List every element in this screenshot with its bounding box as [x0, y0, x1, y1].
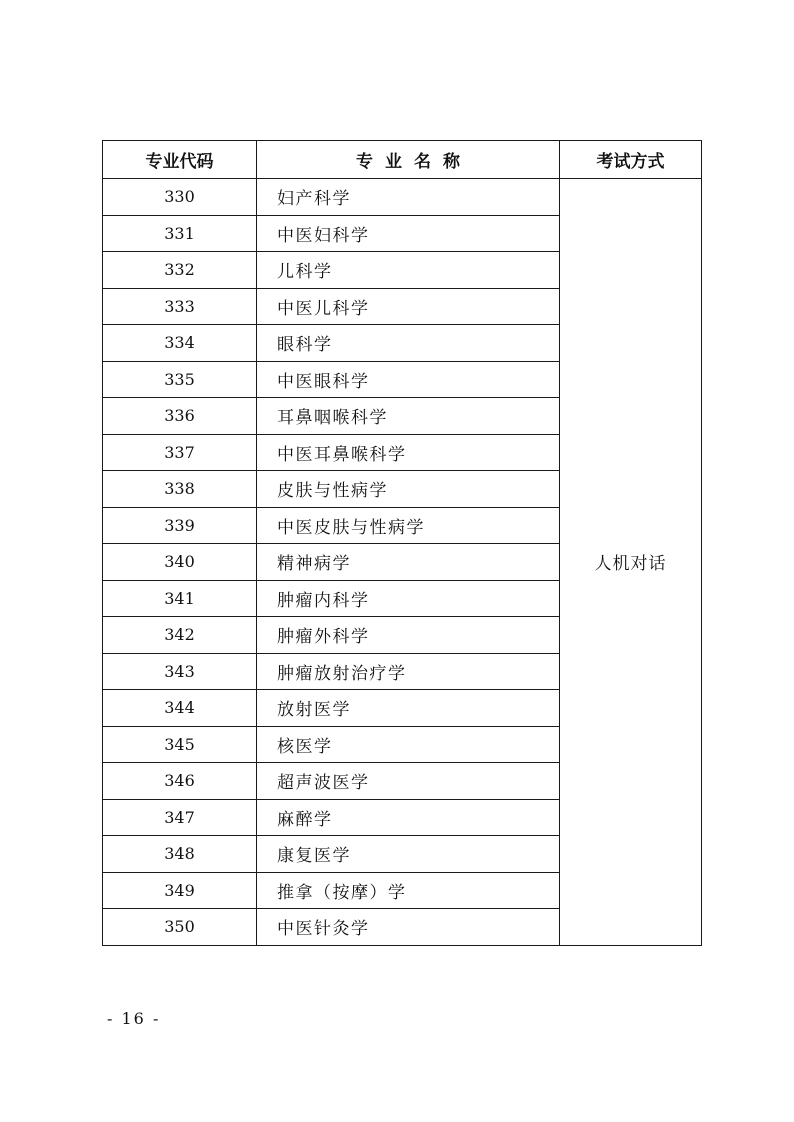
specialty-name-cell: 中医妇科学	[257, 215, 560, 252]
specialty-name-cell: 放射医学	[257, 690, 560, 727]
specialty-code-cell: 347	[103, 799, 257, 836]
specialty-code-cell: 340	[103, 544, 257, 581]
specialty-code-cell: 334	[103, 325, 257, 362]
specialty-name-cell: 超声波医学	[257, 763, 560, 800]
specialty-code-cell: 333	[103, 288, 257, 325]
specialty-name-cell: 肿瘤放射治疗学	[257, 653, 560, 690]
specialty-name-cell: 耳鼻咽喉科学	[257, 398, 560, 435]
specialty-code-cell: 338	[103, 471, 257, 508]
specialty-name-cell: 中医耳鼻喉科学	[257, 434, 560, 471]
specialty-name-cell: 麻醉学	[257, 799, 560, 836]
table-row	[103, 179, 702, 216]
specialty-code-cell: 336	[103, 398, 257, 435]
specialty-code-cell: 342	[103, 617, 257, 654]
specialty-code-cell: 337	[103, 434, 257, 471]
specialty-code-cell: 345	[103, 726, 257, 763]
specialty-name-cell: 眼科学	[257, 325, 560, 362]
specialty-code-cell: 331	[103, 215, 257, 252]
table-body	[103, 179, 702, 946]
specialty-name-cell: 皮肤与性病学	[257, 471, 560, 508]
specialty-code-cell: 330	[103, 179, 257, 216]
specialty-name-cell: 中医皮肤与性病学	[257, 507, 560, 544]
table-header-row	[103, 141, 702, 179]
specialty-code-cell: 343	[103, 653, 257, 690]
specialty-name-cell: 推拿（按摩）学	[257, 872, 560, 909]
specialty-name-cell: 中医眼科学	[257, 361, 560, 398]
exam-method-cell: 人机对话	[560, 179, 702, 946]
specialty-name-cell: 妇产科学	[257, 179, 560, 216]
specialty-name-cell: 儿科学	[257, 252, 560, 289]
specialty-code-cell: 332	[103, 252, 257, 289]
specialty-code-cell: 346	[103, 763, 257, 800]
specialty-table	[102, 140, 702, 946]
specialty-code-cell: 350	[103, 909, 257, 946]
specialty-code-cell: 341	[103, 580, 257, 617]
header-exam-method: 考试方式	[560, 141, 702, 179]
specialty-code-cell: 339	[103, 507, 257, 544]
specialty-name-cell: 精神病学	[257, 544, 560, 581]
header-specialty-code: 专业代码	[103, 141, 257, 179]
specialty-name-cell: 中医针灸学	[257, 909, 560, 946]
specialty-name-cell: 中医儿科学	[257, 288, 560, 325]
specialty-name-cell: 肿瘤内科学	[257, 580, 560, 617]
specialty-code-cell: 335	[103, 361, 257, 398]
header-specialty-name: 专业名称	[257, 141, 560, 179]
specialty-code-cell: 344	[103, 690, 257, 727]
specialty-code-cell: 349	[103, 872, 257, 909]
specialty-name-cell: 核医学	[257, 726, 560, 763]
specialty-name-cell: 肿瘤外科学	[257, 617, 560, 654]
specialty-code-cell: 348	[103, 836, 257, 873]
page-number: - 16 -	[107, 1009, 161, 1028]
specialty-name-cell: 康复医学	[257, 836, 560, 873]
